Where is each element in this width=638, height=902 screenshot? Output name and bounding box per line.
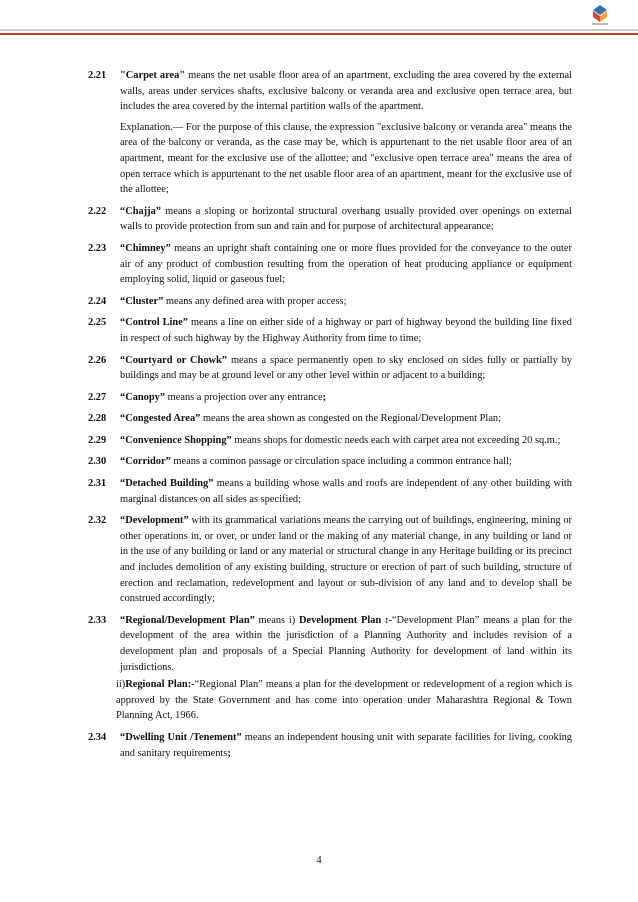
document-logo-icon [590,4,610,26]
clause-sub-paragraph [116,677,572,724]
clause-text: means a projection over any entrance [165,391,323,403]
clause-number: 2.26 [88,354,107,366]
clause-term: “Corridor” [120,456,171,468]
clause-number: 2.30 [88,456,107,468]
clause-text: means i) [254,614,299,626]
sub-text: “Regional Plan” means a plan for the development or redevelopment of a region which is approved by the State Government and has come into operation under Maharashtra Regional & Town Planning Act, 1966. [116,679,572,722]
sub-prefix: ii) [116,679,126,691]
clause-subtext: “Development Plan” means a plan for the development of the area within the jurisdiction of a Planning Authority and includes revision of a development plan and proposals of a Special Planning Authority for development of land within its jurisdictions. [120,614,572,673]
clause-explanation: Explanation.— For the purpose of this clause, the expression "exclusive balcony or veranda area" means the area of the balcony or veranda, as the case may be, which is appurtenant to the net usable floor area of an apartment, meant for the exclusive use of the allottee; and "exclusive open terrace area" means the area of open terrace which is appurtenant to the net usable floor area of an apartment, meant for the exclusive use of the allottee; [120,121,572,196]
header-rule-gray [0,29,638,31]
clause-2-22 [88,204,572,235]
clause-term: “Control Line” [120,317,189,329]
clause-2-31 [88,476,572,507]
clause-term: “Chimney” [120,242,171,254]
clause-terminator: ; [322,391,327,403]
clause-text: means any defined area with proper access; [163,295,347,307]
clause-number: 2.29 [88,434,107,446]
sub-term: Regional Plan:- [125,679,195,691]
clause-term: “Regional/Development Plan” [120,614,255,626]
clause-2-26 [88,353,572,384]
clause-term: “Detached Building” [120,478,214,490]
clause-number: 2.33 [88,614,107,626]
clause-number: 2.27 [88,391,107,403]
clause-2-24 [88,294,572,310]
clause-number: 2.32 [88,515,107,527]
clause-number: 2.34 [88,731,107,743]
clause-2-30 [88,454,572,470]
clause-text: means an upright shaft containing one or more flues provided for the conveyance to the outer air of any product of combustion resulting from the operation of heat producing appliance or equipment employing solid, liquid or gaseous fuel; [120,242,572,286]
clause-2-33 [88,613,572,724]
clause-2-23 [88,241,572,288]
clause-2-29 [88,433,572,449]
clause-number: 2.22 [88,205,107,217]
clause-term: “Cluster” [120,295,164,307]
clause-subterm: Development Plan :- [298,614,392,626]
clause-term: “Congested Area” [120,413,201,425]
clause-number: 2.23 [88,242,107,254]
clause-number: 2.21 [88,70,107,81]
clause-number: 2.25 [88,317,107,329]
header-rule-red [0,33,638,35]
clause-text: means shops for domestic needs each with carpet area not exceeding 20 sq.m.; [231,434,561,446]
clause-term: “Development” [120,515,189,527]
clause-text: means a common passage or circulation space including a common entrance hall; [170,456,512,468]
clause-2-25 [88,315,572,346]
page-number: 4 [316,855,322,866]
clause-2-32 [88,513,572,607]
clause-text: means the net usable floor area of an apartment, excluding the area covered by the external walls, areas under services shafts, exclusive balcony or veranda area and exclusive open terrace area, but includes the area covered by the internal partition walls of the apartment. [120,70,572,113]
clause-number: 2.28 [88,413,107,425]
clause-2-28 [88,411,572,427]
clause-text: with its grammatical variations means the carrying out of buildings, engineering, mining or other operations in, or over, or under land or the making of any material change, in any building or land or in the use of any building or land or any material or structural change in any Heritage building or its precinct and includes demolition of any existing building, structure or erection of part of such building, structure of erection and reclamation, redevelopment and layout or sub-division of any land and to develop shall be construed accordingly; [120,515,572,605]
clause-terminator: ; [227,747,231,759]
clause-number: 2.24 [88,295,107,307]
clause-text: means an independent housing unit with separate facilities for living, cooking and sanitary requirements [120,731,572,759]
clause-term: “Convenience Shopping” [120,434,232,446]
document-body [88,68,572,767]
clause-text: means the area shown as congested on the Regional/Development Plan; [200,413,502,425]
clause-term: “Courtyard or Chowk” [120,354,228,366]
clause-term: “Chajja” [120,205,161,217]
clause-text: means a sloping or horizontal structural overhang usually provided over openings on external walls to provide protection from sun and rain and for purpose of architectural appearance; [120,205,572,233]
clause-term: "Carpet area" [120,70,186,81]
clause-2-27 [88,390,572,406]
clause-2-34 [88,730,572,761]
clause-2-21 [88,68,572,198]
clause-text: means a building whose walls and roofs are independent of any other building with marginal distances on all sides as specified; [120,478,572,505]
clause-text: means a line on either side of a highway or part of highway beyond the building line fixed in respect of such highway by the Highway Authority from time to time; [120,317,572,344]
clause-text: means a space permanently open to sky enclosed on sides fully or partially by buildings and may be at ground level or any other level within or adjacent to a building; [120,354,573,382]
clause-number: 2.31 [88,478,107,490]
clause-term: “Canopy” [120,391,166,403]
clause-term: “Dwelling Unit /Tenement” [120,731,242,743]
